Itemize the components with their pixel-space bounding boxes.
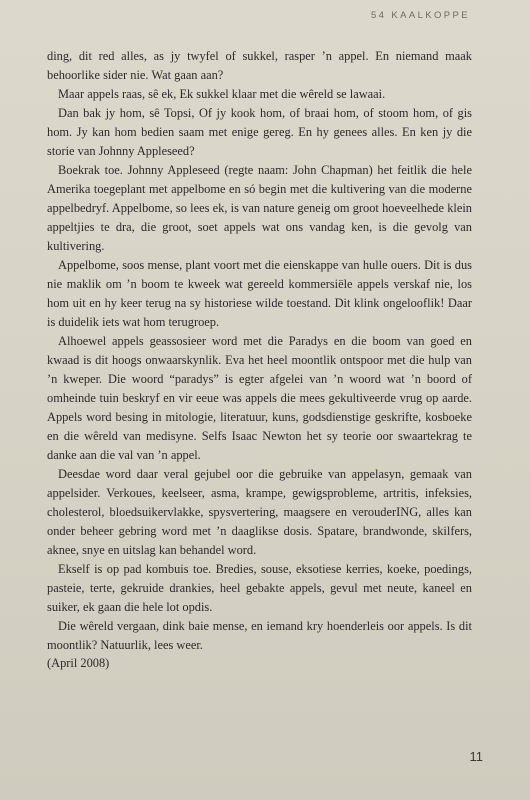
date-line: (April 2008)	[47, 656, 110, 670]
paragraph-7: Deesdae word daar veral gejubel oor die gebruike van appelasyn, gemaak van appelsider. Verkoues, keelseer, asma, krampe, gewigsprobleme, artritis, infeksies, cholesterol, bloedsuikervlakke, spysvertering, maagsere en verouderING, alles kan onder beheer gebring word met ’n daaglikse dosis. Spatare, brandwonde, skilfers, aknee, snye en uitslag kan behandel word.	[47, 467, 472, 557]
paragraph-5: Appelbome, soos mense, plant voort met die eienskappe van hulle ouers. Dit is dus nie maklik om ’n boom te kweek wat gereeld kommersiële appels verskaf nie, los hom uit en hy keer terug na sy historiese wilde toestand. Dit klink ongelooflik! Daar is duidelik iets wat hom terugroep.	[47, 258, 472, 329]
paragraph-9: Die wêreld vergaan, dink baie mense, en iemand kry hoenderleis oor appels. Is dit moontlik? Natuurlik, lees weer.	[47, 619, 472, 652]
paragraph-3: Dan bak jy hom, sê Topsi, Of jy kook hom, of braai hom, of stoom hom, of gis hom. Jy kan hom bedien saam met enige gereg. En hy genees alles. En ken jy die storie van Johnny Appleseed?	[47, 106, 472, 158]
paragraph-8: Ekself is op pad kombuis toe. Bredies, souse, eksotiese kerries, koeke, poedings, pasteie, terte, gekruide drankies, heel gebakte appels, gevul met neute, kaneel en suiker, ek gaan die hele lot opdis.	[47, 562, 472, 614]
page-number: 11	[469, 749, 483, 764]
paragraph-4: Boekrak toe. Johnny Appleseed (regte naam: John Chapman) het feitlik die hele Amerika toegeplant met appelbome en só begin met die kultivering van die moderne appelbedryf. Appelbome, so lees ek, is van nature geneig om groot hoeveelhede klein appeltjies te dra, die groot, soet appels wat ons vandag ken, is die gevolg van kultivering.	[47, 163, 472, 253]
body-text	[47, 47, 472, 655]
running-head: 54 KAALKOPPE	[370, 10, 470, 21]
paragraph-1: ding, dit red alles, as jy twyfel of sukkel, rasper ’n appel. En niemand maak behoorlike sider nie. Wat gaan aan?	[47, 49, 472, 82]
paragraph-6: Alhoewel appels geassosieer word met die Paradys en die boom van goed en kwaad is dit hoogs onwaarskynlik. Eva het heel moontlik ontspoor met die hulp van ’n kweper. Die woord “paradys” is egter afgelei van ’n woord wat ’n boord of omheinde tuin beskryf en vir eeue was appels die mees gekultiveerde vrug op aarde. Appels word besing in mitologie, literatuur, kuns, godsdienstige geskrifte, kosboeke en die wêreld van medisyne. Selfs Isaac Newton het sy teorie oor swaartekrag te danke aan die val van ’n appel.	[47, 334, 472, 462]
paragraph-2: Maar appels raas, sê ek, Ek sukkel klaar met die wêreld se lawaai.	[58, 87, 386, 101]
